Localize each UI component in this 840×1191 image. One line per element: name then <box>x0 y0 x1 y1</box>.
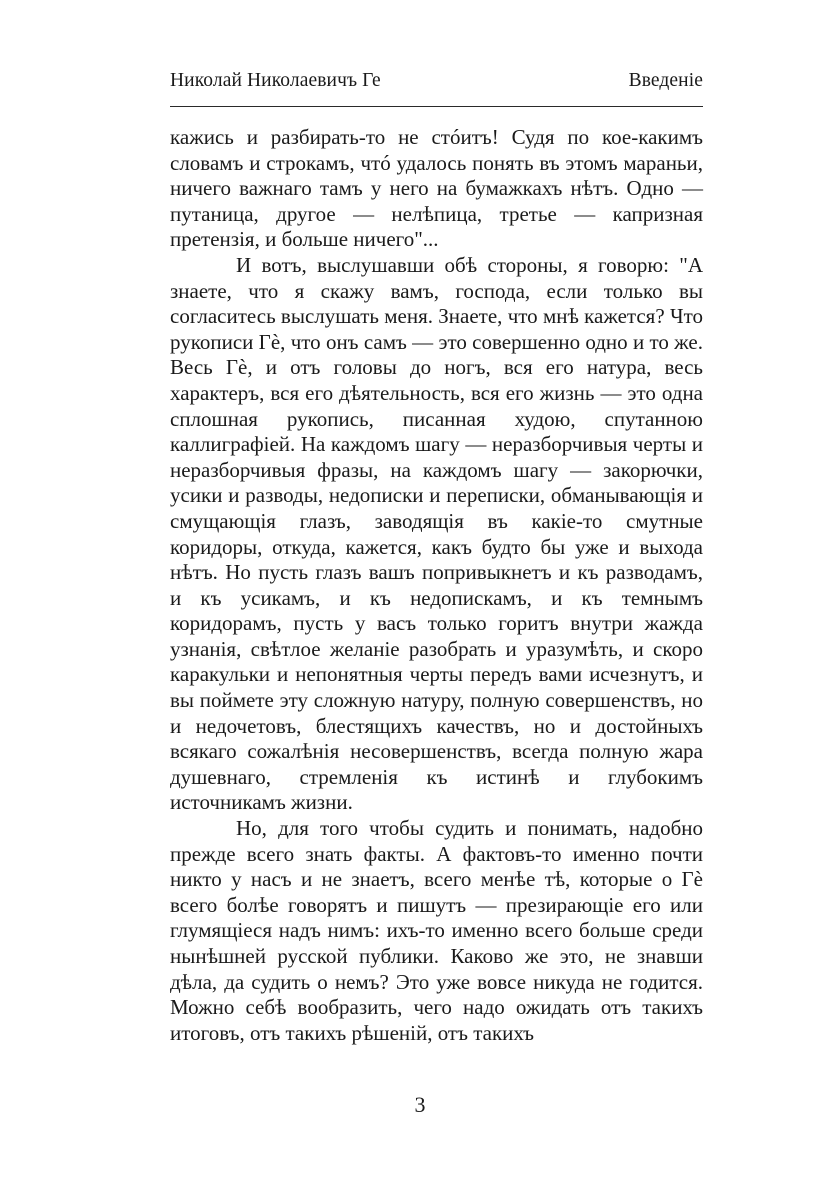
paragraph: И вотъ, выслушавши обѣ стороны, я говорю: "А знаете, что я скажу вамъ, господа, если только вы согласитесь выслушать меня. Знаете, что мнѣ кажется? Что рукописи Гè, что онъ самъ — это совершенно одно и то же. Весь Гè, и отъ головы до ногъ, вся его натура, весь характеръ, вся его дѣятельность, вся его жизнь — это одна сплошная рукопись, писанная худою, спутанною каллиграфіей. На каждомъ шагу — неразборчивыя черты и неразборчивыя фразы, на каждомъ шагу — закорючки, усики и разводы, недописки и переписки, обманывающія и смущающія глазъ, заводящія въ какіе-то смутные коридоры, откуда, кажется, какъ будто бы уже и выхода нѣтъ. Но пусть глазъ вашъ попривыкнетъ и къ разводамъ, и къ усикамъ, и къ недопискамъ, и къ темнымъ коридорамъ, пусть у васъ только горитъ внутри жажда узнанія, свѣтлое желаніе разобрать и уразумѣть, и скоро каракульки и непонятныя черты передъ вами исчезнутъ, и вы поймете эту сложную натуру, полную совершенствъ, но и недочетовъ, блестящихъ качествъ, но и достойныхъ всякаго сожалѣнія несовершенствъ, всегда полную жара душевнаго, стремленія къ истинѣ и глубокимъ источникамъ жизни. <box>170 252 703 815</box>
page-number: 3 <box>414 1092 426 1117</box>
header-rule <box>170 106 703 107</box>
paragraph: Но, для того чтобы судить и понимать, надобно прежде всего знать факты. А фактовъ-то именно почти никто у насъ и не знаетъ, всего менѣе тѣ, которые о Гè всего болѣе говорятъ и пишутъ — презирающіе его или глумящіеся надъ нимъ: ихъ-то именно всего больше среди нынѣшней русской публики. Каково же это, не знавши дѣла, да судить о немъ? Это уже вовсе никуда не годится. Можно себѣ вообразить, чего надо ожидать отъ такихъ итоговъ, отъ такихъ рѣшеній, отъ такихъ <box>170 816 703 1045</box>
body-text <box>170 125 703 1046</box>
running-head <box>170 70 703 92</box>
running-head-author: Николай Николаевичъ Ге <box>170 70 381 91</box>
running-head-section: Введеніе <box>628 70 703 91</box>
paragraph-continuation: кажись и разбирать-то не стóитъ! Судя по кое-какимъ словамъ и строкамъ, чтó удалось понять въ этомъ мараньи, ничего важнаго тамъ у него на бумажкахъ нѣтъ. Одно — путаница, другое — нелѣпица, третье — капризная претензія, и больше ничего"... <box>170 125 703 252</box>
